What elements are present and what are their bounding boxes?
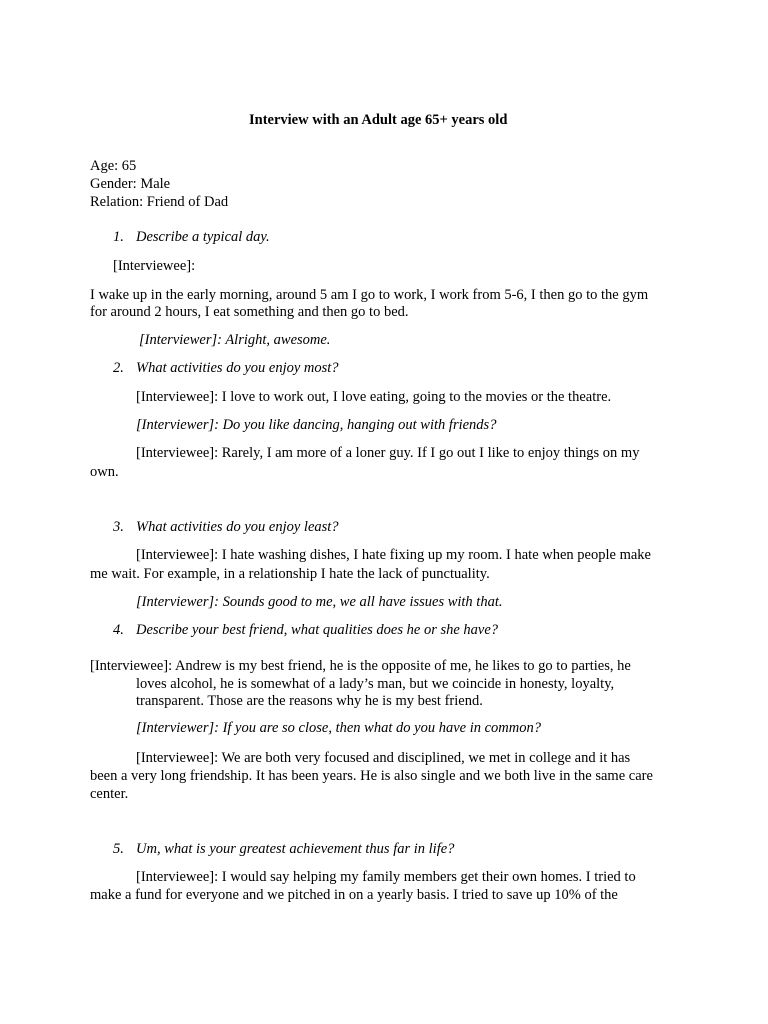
- answer-4-line-3: transparent. Those are the reasons why he is my best friend.: [136, 693, 483, 709]
- question-4-text: Describe your best friend, what qualities does he or she have?: [136, 622, 499, 638]
- answer-4b-line-1: [Interviewee]: We are both very focused and disciplined, we met in college and it has: [136, 750, 631, 766]
- question-1-number: 1.: [113, 229, 124, 245]
- answer-4b-line-2: been a very long friendship. It has been years. He is also single and we both live in the same care: [90, 768, 653, 784]
- interviewer-remark-1: [Interviewer]: Alright, awesome.: [139, 332, 331, 348]
- answer-4b-line-3: center.: [90, 786, 129, 802]
- interviewer-remark-4: [Interviewer]: If you are so close, then what do you have in common?: [136, 720, 541, 736]
- meta-relation: Relation: Friend of Dad: [90, 194, 229, 210]
- answer-2b-line-2: own.: [90, 464, 119, 480]
- question-2-number: 2.: [113, 360, 124, 376]
- answer-1-line-2: for around 2 hours, I eat something and then go to bed.: [90, 304, 409, 320]
- interviewer-remark-2: [Interviewer]: Do you like dancing, hanging out with friends?: [136, 417, 497, 433]
- question-5-number: 5.: [113, 841, 124, 857]
- answer-4-line-1: [Interviewee]: Andrew is my best friend, he is the opposite of me, he likes to go to parties, he: [90, 658, 631, 674]
- meta-age: Age: 65: [90, 158, 137, 174]
- answer-2b-line-1: [Interviewee]: Rarely, I am more of a loner guy. If I go out I like to enjoy things on my: [136, 445, 640, 461]
- question-1-text: Describe a typical day.: [136, 229, 270, 245]
- question-3-number: 3.: [113, 519, 124, 535]
- question-4-number: 4.: [113, 622, 124, 638]
- answer-3-line-2: me wait. For example, in a relationship I hate the lack of punctuality.: [90, 566, 490, 582]
- answer-2: [Interviewee]: I love to work out, I love eating, going to the movies or the theatre.: [136, 389, 612, 405]
- interviewer-remark-3: [Interviewer]: Sounds good to me, we all have issues with that.: [136, 594, 503, 610]
- interviewee-tag: [Interviewee]:: [113, 258, 196, 274]
- document-title: Interview with an Adult age 65+ years old: [249, 112, 508, 128]
- question-2-text: What activities do you enjoy most?: [136, 360, 339, 376]
- meta-gender: Gender: Male: [90, 176, 171, 192]
- answer-5-line-1: [Interviewee]: I would say helping my family members get their own homes. I tried to: [136, 869, 636, 885]
- question-5-text: Um, what is your greatest achievement thus far in life?: [136, 841, 455, 857]
- answer-5-line-2: make a fund for everyone and we pitched in on a yearly basis. I tried to save up 10% of the: [90, 887, 618, 903]
- answer-1-line-1: I wake up in the early morning, around 5 am I go to work, I work from 5-6, I then go to the gym: [90, 287, 649, 303]
- question-3-text: What activities do you enjoy least?: [136, 519, 339, 535]
- answer-4-line-2: loves alcohol, he is somewhat of a lady’s man, but we coincide in honesty, loyalty,: [136, 676, 615, 692]
- answer-3-line-1: [Interviewee]: I hate washing dishes, I hate fixing up my room. I hate when people make: [136, 547, 651, 563]
